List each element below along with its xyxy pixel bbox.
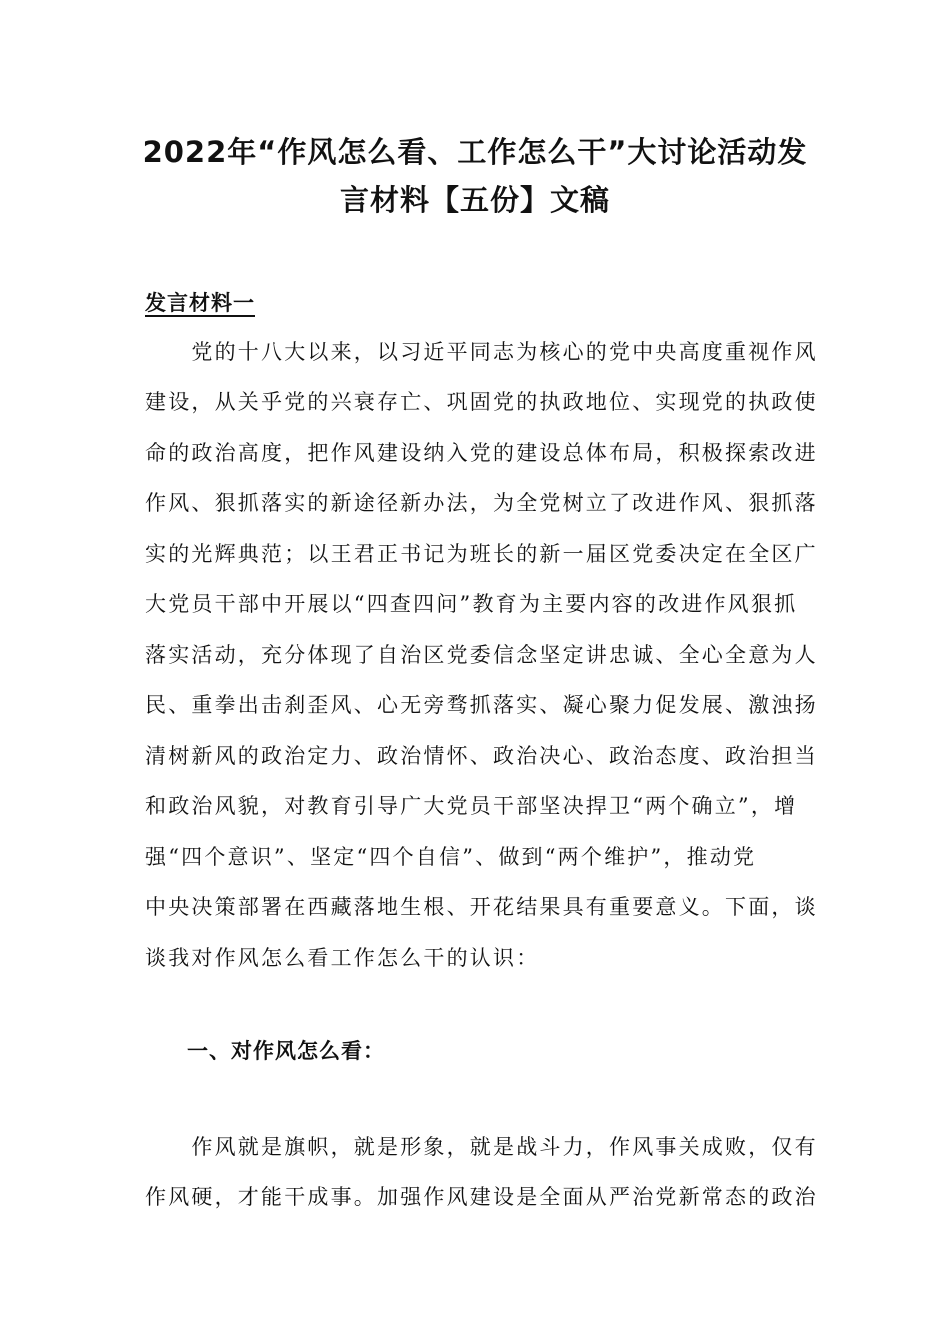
paragraph-line: 作风、狠抓落实的新途径新办法，为全党树立了改进作风、狠抓落	[145, 491, 818, 515]
paragraph-line: 中央决策部署在西藏落地生根、开花结果具有重要意义。下面，谈	[145, 895, 818, 919]
paragraph-line: 作风硬，才能干成事。加强作风建设是全面从严治党新常态的政治	[145, 1185, 818, 1209]
paragraph-line: 实的光辉典范；以王君正书记为班长的新一届区党委决定在全区广	[145, 542, 818, 566]
paragraph-line: 党的十八大以来，以习近平同志为核心的党中央高度重视作风	[145, 340, 818, 364]
paragraph-line: 命的政治高度，把作风建设纳入党的建设总体布局，积极探索改进	[145, 441, 818, 465]
paragraph-line: 落实活动，充分体现了自治区党委信念坚定讲忠诚、全心全意为人	[145, 643, 818, 667]
paragraph-line: 民、重拳出击刹歪风、心无旁骛抓落实、凝心聚力促发展、激浊扬	[145, 693, 818, 717]
section-label: 发言材料一	[145, 290, 255, 315]
document-title-line-1: 2022年“作风怎么看、工作怎么干”大讨论活动发	[142, 135, 808, 169]
paragraph-line: 强“四个意识”、坚定“四个自信”、做到“两个维护”，推动党	[145, 845, 757, 869]
paragraph-line: 建设，从关乎党的兴衰存亡、巩固党的执政地位、实现党的执政使	[145, 390, 818, 414]
paragraph-line: 清树新风的政治定力、政治情怀、政治决心、政治态度、政治担当	[145, 744, 818, 768]
document-title-line-2: 言材料【五份】文稿	[339, 183, 610, 217]
paragraph-line: 和政治风貌，对教育引导广大党员干部坚决捍卫“两个确立”，增	[145, 794, 798, 818]
paragraph-line: 作风就是旗帜，就是形象，就是战斗力，作风事关成败，仅有	[145, 1135, 818, 1159]
paragraph-line: 谈我对作风怎么看工作怎么干的认识：	[145, 946, 540, 970]
section-heading: 一、对作风怎么看：	[187, 1038, 385, 1063]
paragraph-line: 大党员干部中开展以“四查四问”教育为主要内容的改进作风狠抓	[145, 592, 798, 616]
